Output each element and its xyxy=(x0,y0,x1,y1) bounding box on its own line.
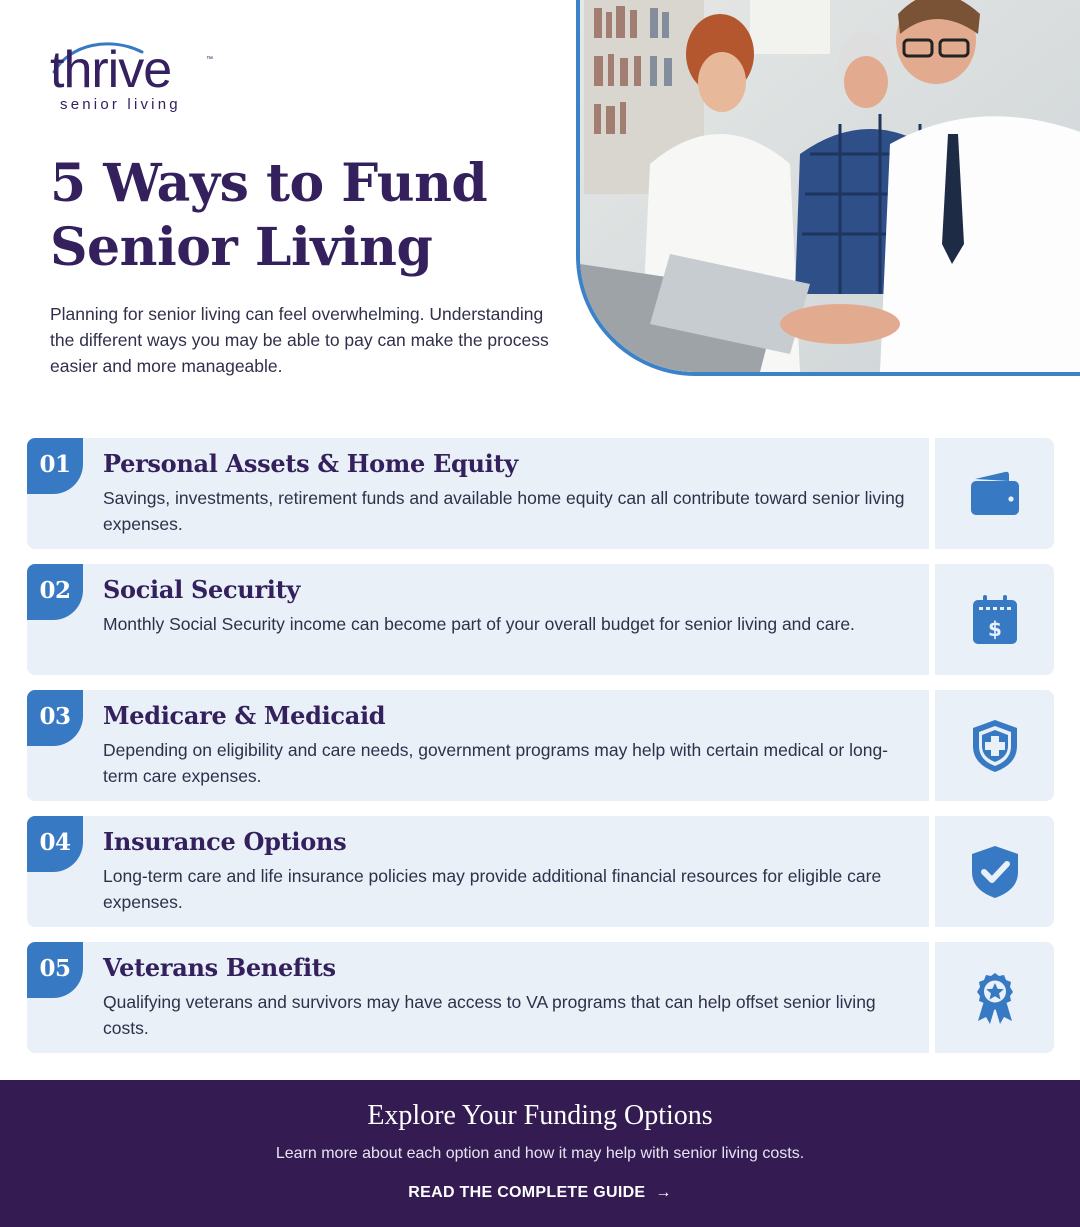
option-icon-panel xyxy=(935,942,1054,1053)
intro-text: Planning for senior living can feel overwhelming. Understanding the different ways you may be able to pay can make the process easier and more manageable. xyxy=(50,304,549,376)
funding-option-panel xyxy=(27,690,929,801)
read-guide-label: READ THE COMPLETE GUIDE xyxy=(408,1184,646,1201)
medal-star-icon xyxy=(974,971,1016,1025)
logo-wordmark: thrive xyxy=(50,41,172,99)
logo-trademark: ™ xyxy=(206,56,213,63)
funding-option-panel xyxy=(27,816,929,927)
option-number-badge: 05 xyxy=(27,942,83,998)
funding-option-5 xyxy=(27,942,1054,1053)
option-description: Savings, investments, retirement funds and available home equity can all contribute toward senior living expenses. xyxy=(103,488,905,534)
logo-tagline: senior living xyxy=(60,96,181,113)
funding-option-3 xyxy=(27,690,1054,801)
funding-option-panel xyxy=(27,564,929,675)
funding-option-panel xyxy=(27,438,929,549)
option-number-badge: 02 xyxy=(27,564,83,620)
wallet-icon xyxy=(969,469,1021,519)
option-title: Veterans Benefits xyxy=(103,953,336,982)
option-title: Medicare & Medicaid xyxy=(103,701,386,730)
funding-option-1 xyxy=(27,438,1054,549)
option-description: Depending on eligibility and care needs, government programs may help with certain medical or long-term care expenses. xyxy=(103,740,889,786)
option-number-badge: 01 xyxy=(27,438,83,494)
option-description: Qualifying veterans and survivors may have access to VA programs that can help offset senior living costs. xyxy=(103,992,876,1038)
cta-footer xyxy=(0,1080,1080,1227)
calendar-dollar-icon xyxy=(971,594,1019,646)
option-icon-panel xyxy=(935,564,1054,675)
title-line-1: 5 Ways to Fund xyxy=(50,153,488,214)
option-title: Personal Assets & Home Equity xyxy=(103,449,518,478)
cta-title: Explore Your Funding Options xyxy=(367,1100,713,1131)
svg-text:$: $ xyxy=(987,616,1002,641)
brand-logo[interactable] xyxy=(50,38,220,118)
read-guide-link[interactable] xyxy=(0,1182,1080,1204)
option-number-badge: 04 xyxy=(27,816,83,872)
funding-option-4 xyxy=(27,816,1054,927)
option-description: Long-term care and life insurance policies may provide additional financial resources for eligible care expenses. xyxy=(103,866,882,912)
option-title: Social Security xyxy=(103,575,301,604)
shield-check-icon xyxy=(970,844,1020,900)
option-title: Insurance Options xyxy=(103,827,347,856)
funding-option-panel xyxy=(27,942,929,1053)
option-icon-panel xyxy=(935,816,1054,927)
arrow-right-icon: → xyxy=(655,1184,672,1201)
shield-cross-icon xyxy=(971,718,1019,774)
hero-photo xyxy=(576,0,1080,376)
funding-option-2 xyxy=(27,564,1054,675)
option-number-badge: 03 xyxy=(27,690,83,746)
page-title xyxy=(50,152,550,280)
hero-photo-illustration xyxy=(580,0,1080,372)
option-icon-panel xyxy=(935,438,1054,549)
cta-text: Learn more about each option and how it may help with senior living costs. xyxy=(275,1145,805,1162)
option-description: Monthly Social Security income can become part of your overall budget for senior living and care. xyxy=(103,614,855,634)
title-line-2: Senior Living xyxy=(50,217,433,278)
option-icon-panel xyxy=(935,690,1054,801)
